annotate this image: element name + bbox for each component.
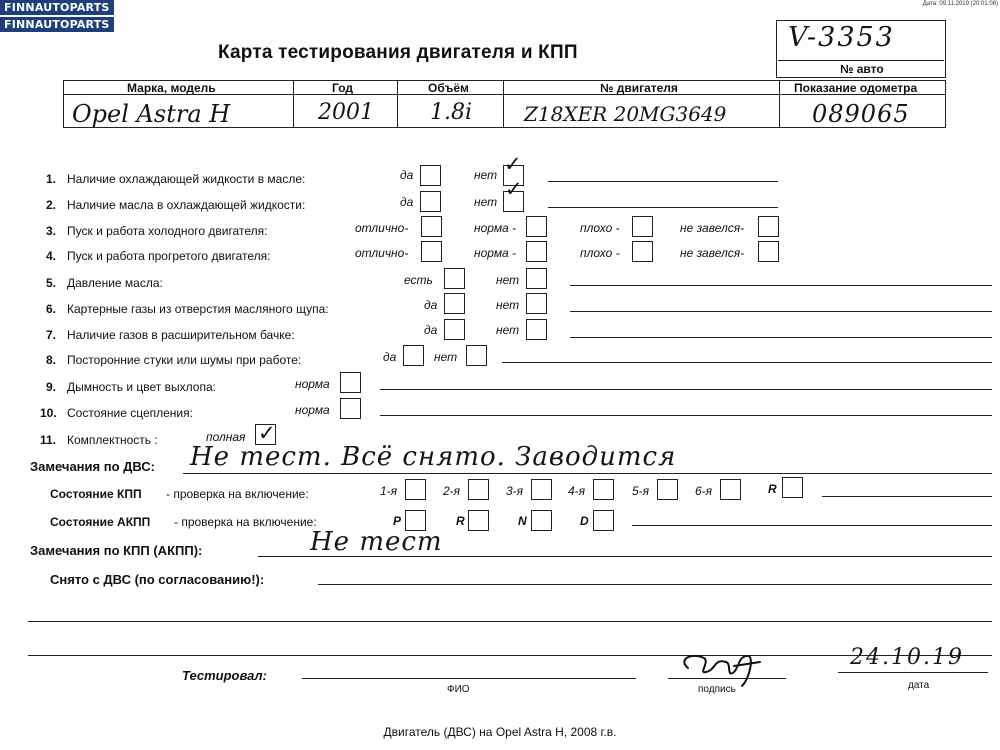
logo-finnautoparts: FINNAUTOPARTS [0, 0, 114, 15]
item-4-opt-excellent: отлично- [355, 246, 409, 260]
remarks-engine-label: Замечания по ДВС: [30, 459, 155, 474]
item-9-label: Дымность и цвет выхлопа: [67, 380, 216, 394]
item-6-cb-no[interactable] [526, 293, 547, 314]
item-10-label: Состояние сцепления: [67, 406, 193, 420]
item-8-opt-yes: да [383, 350, 397, 364]
kpp-gear-4-label: 4-я [568, 484, 586, 498]
item-9-opt-normal: норма [295, 377, 330, 391]
akpp-d-cb[interactable] [593, 510, 614, 531]
date-label: дата [908, 680, 930, 691]
kpp-gear-3-label: 3-я [506, 484, 524, 498]
akpp-n-cb[interactable] [531, 510, 552, 531]
akpp-p-label: P [393, 514, 402, 528]
item-4-cb-bad[interactable] [632, 241, 653, 262]
item-1-opt-yes: да [400, 168, 414, 182]
item-5-cb-yes[interactable] [444, 268, 465, 289]
item-3-cb-excellent[interactable] [421, 216, 442, 237]
kpp-gear-2-cb[interactable] [468, 479, 489, 500]
value-odometer: 089065 [812, 100, 910, 128]
item-1-num: 1. [46, 172, 57, 186]
item-6-cb-yes[interactable] [444, 293, 465, 314]
item-8-cb-no[interactable] [466, 345, 487, 366]
item-5-cb-no[interactable] [526, 268, 547, 289]
item-11-num: 11. [40, 433, 57, 447]
item-1-opt-no: нет [474, 168, 498, 182]
check-mark-icon: ✓ [504, 152, 522, 176]
item-8-opt-no: нет [434, 350, 458, 364]
removed-label: Снято с ДВС (по согласованию!): [50, 572, 265, 587]
remarks-kpp-label: Замечания по КПП (АКПП): [30, 543, 203, 558]
item-11-opt-full: полная [206, 430, 246, 444]
item-6-num: 6. [46, 302, 57, 316]
akpp-n-label: N [518, 514, 527, 528]
item-4-cb-normal[interactable] [526, 241, 547, 262]
item-11-label: Комплектность : [67, 433, 158, 447]
item-3-opt-bad: плохо - [580, 221, 620, 235]
kpp-gear-1-cb[interactable] [405, 479, 426, 500]
item-3-opt-excellent: отлично- [355, 221, 409, 235]
date-stamp: Дата: 09.11.2019 (20:01:08) [922, 1, 998, 7]
item-6-opt-no: нет [496, 298, 520, 312]
col-header-odometer: Показание одометра [794, 81, 918, 95]
item-8-label: Посторонние стуки или шумы при работе: [67, 353, 302, 367]
check-mark-icon: ✓ [258, 421, 276, 445]
value-make: Opel Astra H [72, 100, 231, 128]
item-5-num: 5. [46, 276, 57, 290]
col-header-engine-no: № двигателя [600, 81, 678, 95]
item-10-num: 10. [40, 406, 57, 420]
item-3-num: 3. [46, 224, 57, 238]
item-5-opt-yes: есть [404, 273, 433, 287]
tested-label: Тестировал: [182, 668, 267, 683]
item-10-opt-normal: норма [295, 403, 330, 417]
kpp-gear-4-cb[interactable] [593, 479, 614, 500]
kpp-gear-2-label: 2-я [443, 484, 461, 498]
kpp-gear-3-cb[interactable] [531, 479, 552, 500]
item-7-opt-no: нет [496, 323, 520, 337]
item-10-cb-normal[interactable] [340, 398, 361, 419]
date-value: 24.10.19 [850, 645, 964, 670]
col-header-volume: Объём [428, 81, 469, 95]
item-8-cb-yes[interactable] [403, 345, 424, 366]
item-6-label: Картерные газы из отверстия масляного щупа: [67, 302, 329, 316]
item-1-cb-yes[interactable] [420, 165, 441, 186]
item-3-cb-bad[interactable] [632, 216, 653, 237]
car-id-label: № авто [840, 62, 884, 76]
akpp-d-label: D [580, 514, 589, 528]
kpp-label: Состояние КПП [50, 487, 142, 501]
item-1-label: Наличие охлаждающей жидкости в масле: [67, 172, 306, 186]
kpp-gear-1-label: 1-я [380, 484, 398, 498]
item-2-opt-yes: да [400, 195, 414, 209]
item-4-cb-excellent[interactable] [421, 241, 442, 262]
item-7-label: Наличие газов в расширительном бачке: [67, 328, 295, 342]
car-id-value: V-3353 [788, 22, 895, 53]
item-5-opt-no: нет [496, 273, 520, 287]
item-3-cb-nostart[interactable] [758, 216, 779, 237]
item-9-cb-normal[interactable] [340, 372, 361, 393]
item-5-label: Давление масла: [67, 276, 163, 290]
caption: Двигатель (ДВС) на Opel Astra H, 2008 г.в. [383, 725, 617, 739]
kpp-gear-5-cb[interactable] [657, 479, 678, 500]
item-4-opt-bad: плохо - [580, 246, 620, 260]
fio-label: ФИО [447, 684, 470, 695]
page-title: Карта тестирования двигателя и КПП [218, 42, 578, 63]
item-7-opt-yes: да [424, 323, 438, 337]
item-7-num: 7. [46, 328, 57, 342]
item-6-opt-yes: да [424, 298, 438, 312]
item-3-label: Пуск и работа холодного двигателя: [67, 224, 268, 238]
item-4-opt-nostart: не завелся- [680, 246, 745, 260]
item-8-num: 8. [46, 353, 57, 367]
akpp-label: Состояние АКПП [50, 515, 151, 529]
item-4-opt-normal: норма - [474, 246, 517, 260]
item-2-label: Наличие масла в охлаждающей жидкости: [67, 198, 306, 212]
item-7-cb-no[interactable] [526, 319, 547, 340]
check-mark-icon: ✓ [505, 177, 523, 201]
kpp-suffix: - проверка на включение: [166, 487, 309, 501]
item-2-num: 2. [46, 198, 57, 212]
signature-label: подпись [698, 684, 736, 695]
remarks-kpp-value: Не тест [310, 527, 443, 557]
col-header-make: Марка, модель [127, 81, 216, 95]
value-engine-no: Z18XER 20MG3649 [524, 102, 727, 126]
kpp-gear-6-cb[interactable] [720, 479, 741, 500]
akpp-r-cb[interactable] [468, 510, 489, 531]
kpp-gear-r-label: R [768, 482, 777, 496]
item-4-cb-nostart[interactable] [758, 241, 779, 262]
item-3-cb-normal[interactable] [526, 216, 547, 237]
akpp-suffix: - проверка на включение: [174, 515, 317, 529]
value-volume: 1.8i [430, 100, 473, 125]
col-header-year: Год [332, 81, 353, 95]
value-year: 2001 [318, 100, 374, 125]
logo-finnautoparts-2: FINNAUTOPARTS [0, 17, 114, 32]
kpp-gear-5-label: 5-я [632, 484, 650, 498]
item-4-label: Пуск и работа прогретого двигателя: [67, 249, 271, 263]
item-3-opt-nostart: не завелся- [680, 221, 745, 235]
item-4-num: 4. [46, 249, 57, 263]
item-7-cb-yes[interactable] [444, 319, 465, 340]
item-3-opt-normal: норма - [474, 221, 517, 235]
item-2-cb-yes[interactable] [420, 191, 441, 212]
remarks-engine-value: Не тест. Всё снято. Заводится [190, 442, 677, 472]
akpp-r-label: R [456, 514, 465, 528]
kpp-gear-6-label: 6-я [695, 484, 713, 498]
item-9-num: 9. [46, 380, 57, 394]
item-2-opt-no: нет [474, 195, 498, 209]
kpp-gear-r-cb[interactable] [782, 477, 803, 498]
